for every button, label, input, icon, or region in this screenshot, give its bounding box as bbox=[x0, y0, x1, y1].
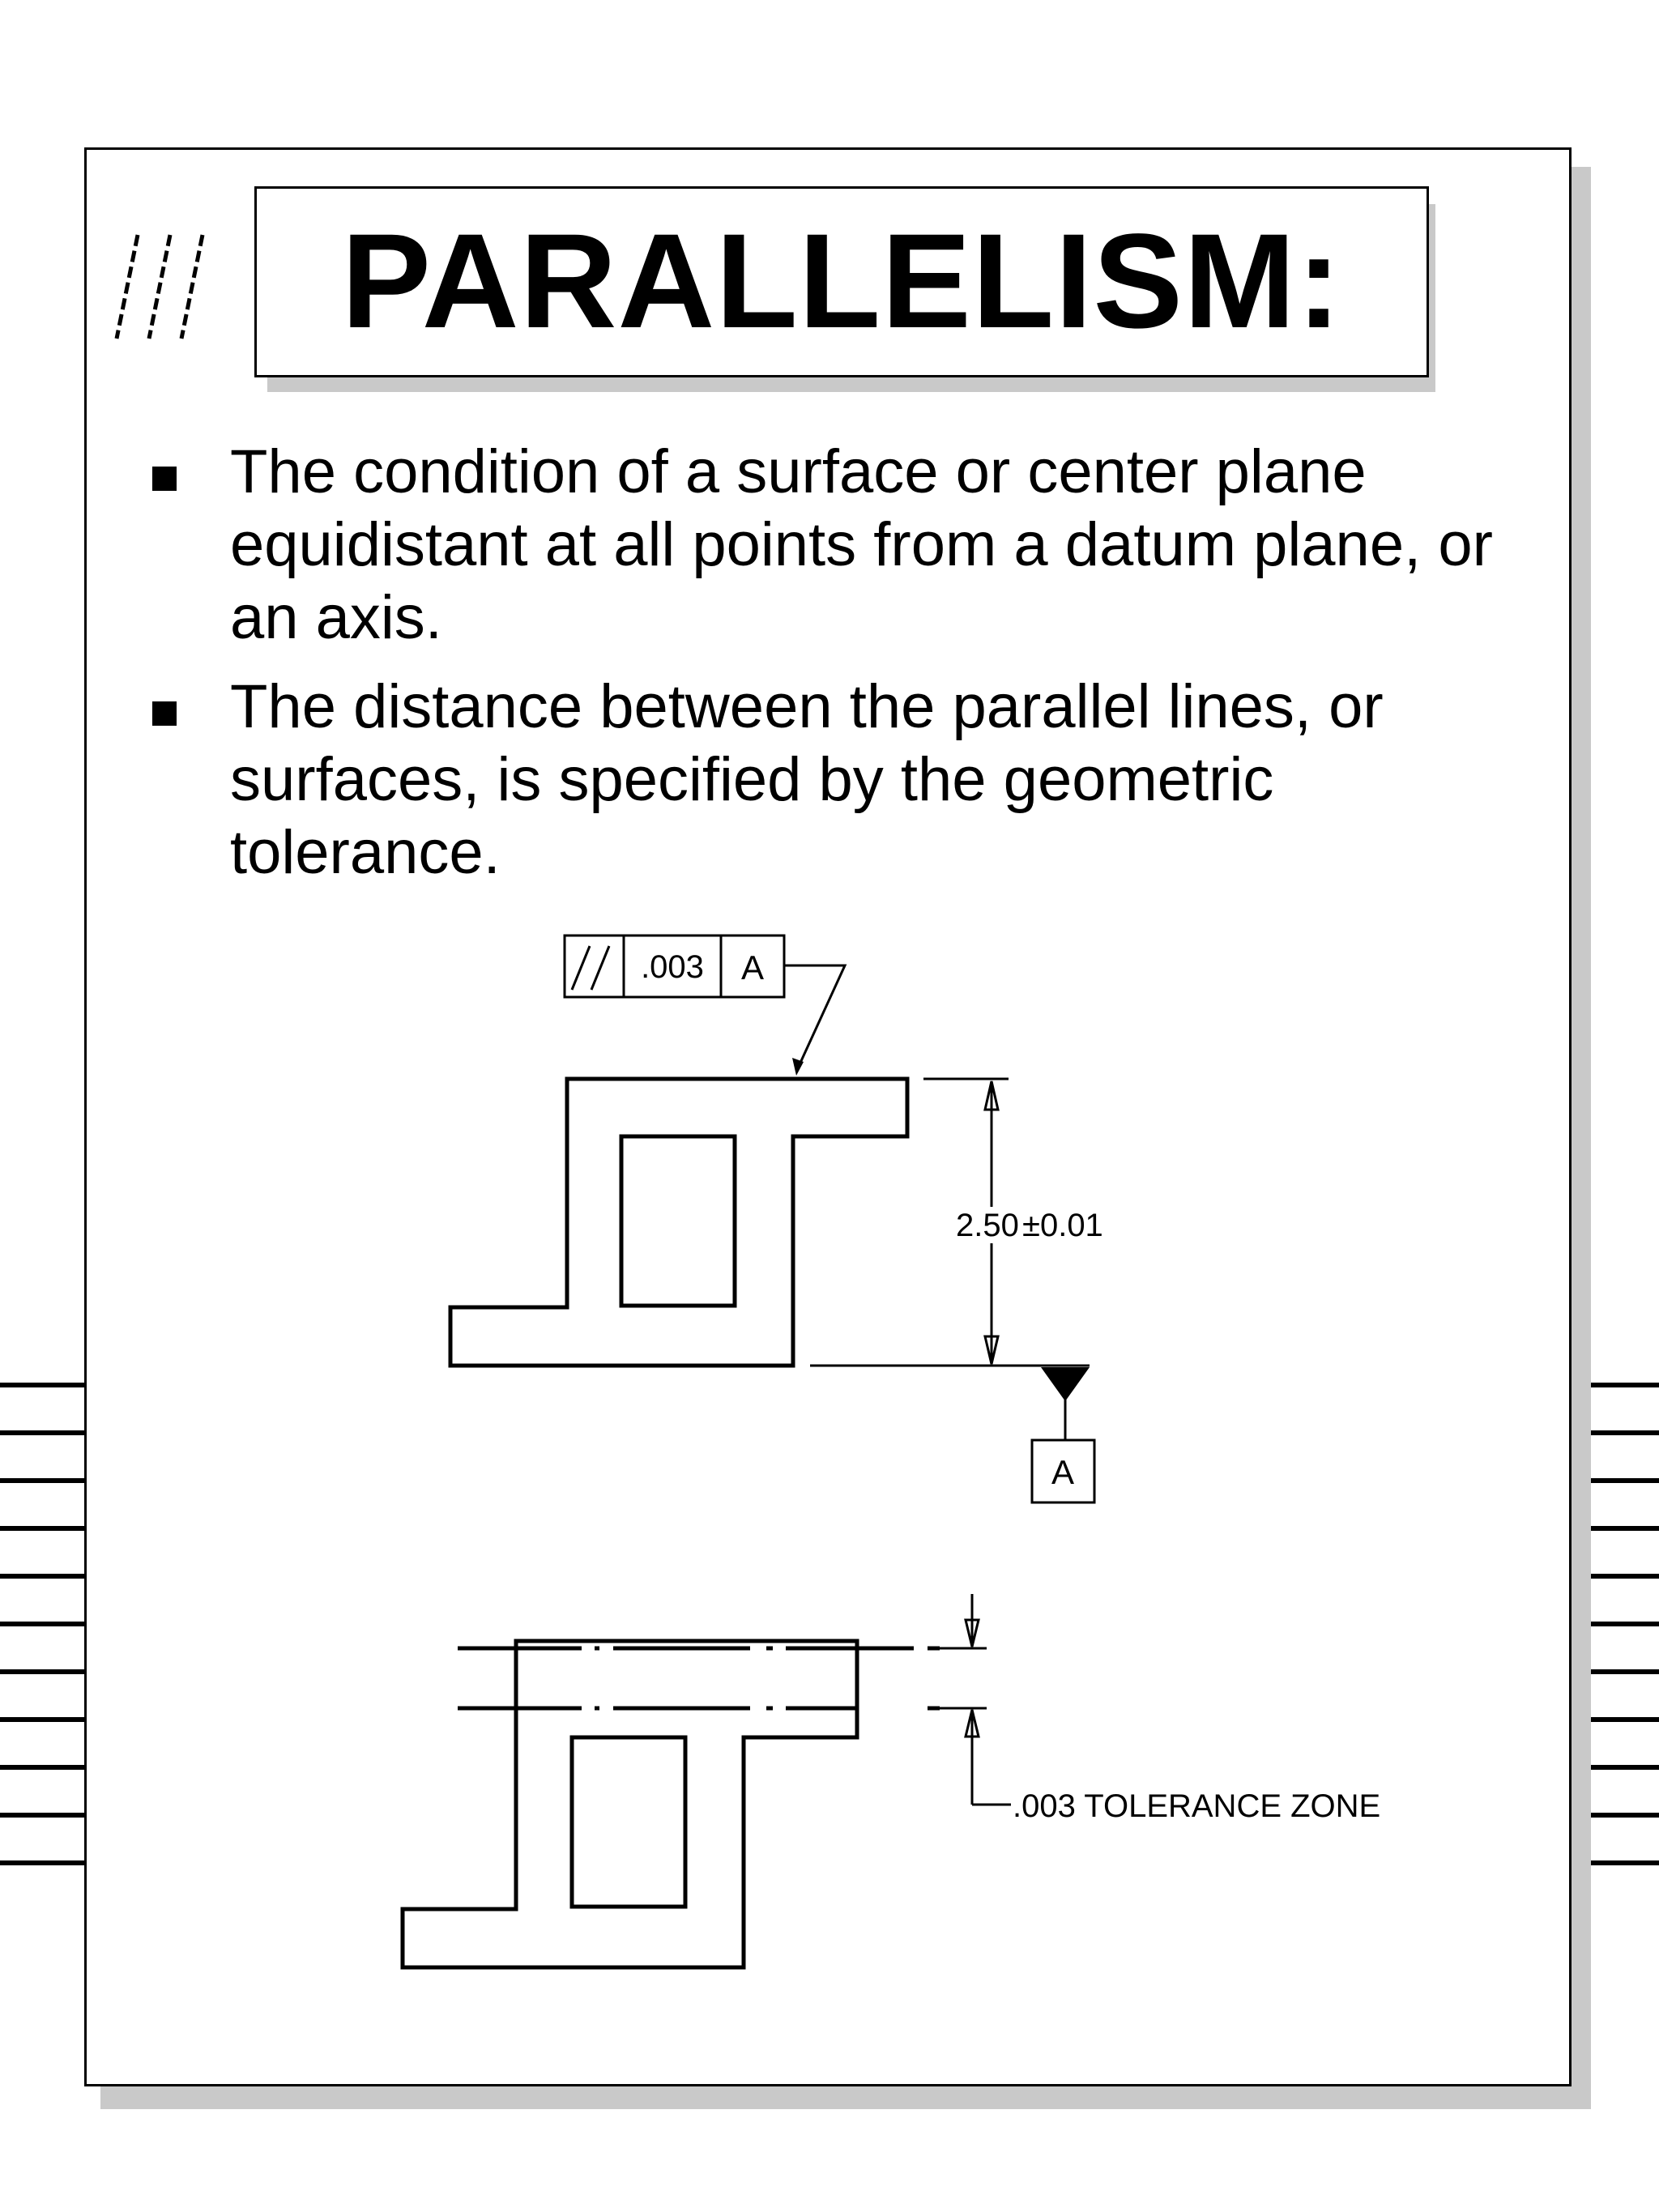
tolerance-zone-lines bbox=[458, 1648, 940, 1708]
bullet-line: an axis. bbox=[230, 583, 442, 652]
dimension-value: 2.50 bbox=[956, 1208, 1019, 1243]
bullet-line: surfaces, is specified by the geometric bbox=[230, 745, 1274, 814]
fcf-tolerance: .003 bbox=[641, 949, 704, 985]
feature-control-frame bbox=[565, 936, 784, 997]
datum-triangle-icon bbox=[1041, 1367, 1090, 1401]
lower-part-cutout bbox=[572, 1737, 685, 1907]
bullet-line: tolerance. bbox=[230, 818, 501, 887]
tolerance-zone-label: .003 TOLERANCE ZONE bbox=[1013, 1788, 1381, 1824]
upper-part-cutout bbox=[621, 1136, 735, 1306]
lower-part-outline bbox=[403, 1641, 857, 1967]
fcf-datum: A bbox=[740, 948, 765, 987]
bullet-line: The condition of a surface or center plane bbox=[230, 437, 1367, 506]
datum-label: A bbox=[1051, 1453, 1075, 1491]
bullet-line: The distance between the parallel lines, or bbox=[230, 672, 1384, 741]
dimension-tolerance: ±0.01 bbox=[1022, 1208, 1103, 1243]
tolerance-extension-lines bbox=[928, 1594, 1011, 1805]
bullet-line: equidistant at all points from a datum plane, or bbox=[230, 510, 1493, 579]
leader-line bbox=[784, 965, 845, 1072]
page-title: PARALLELISM: bbox=[341, 207, 1342, 356]
upper-part-outline bbox=[450, 1079, 907, 1366]
parallelism-frame-icon bbox=[572, 946, 609, 990]
